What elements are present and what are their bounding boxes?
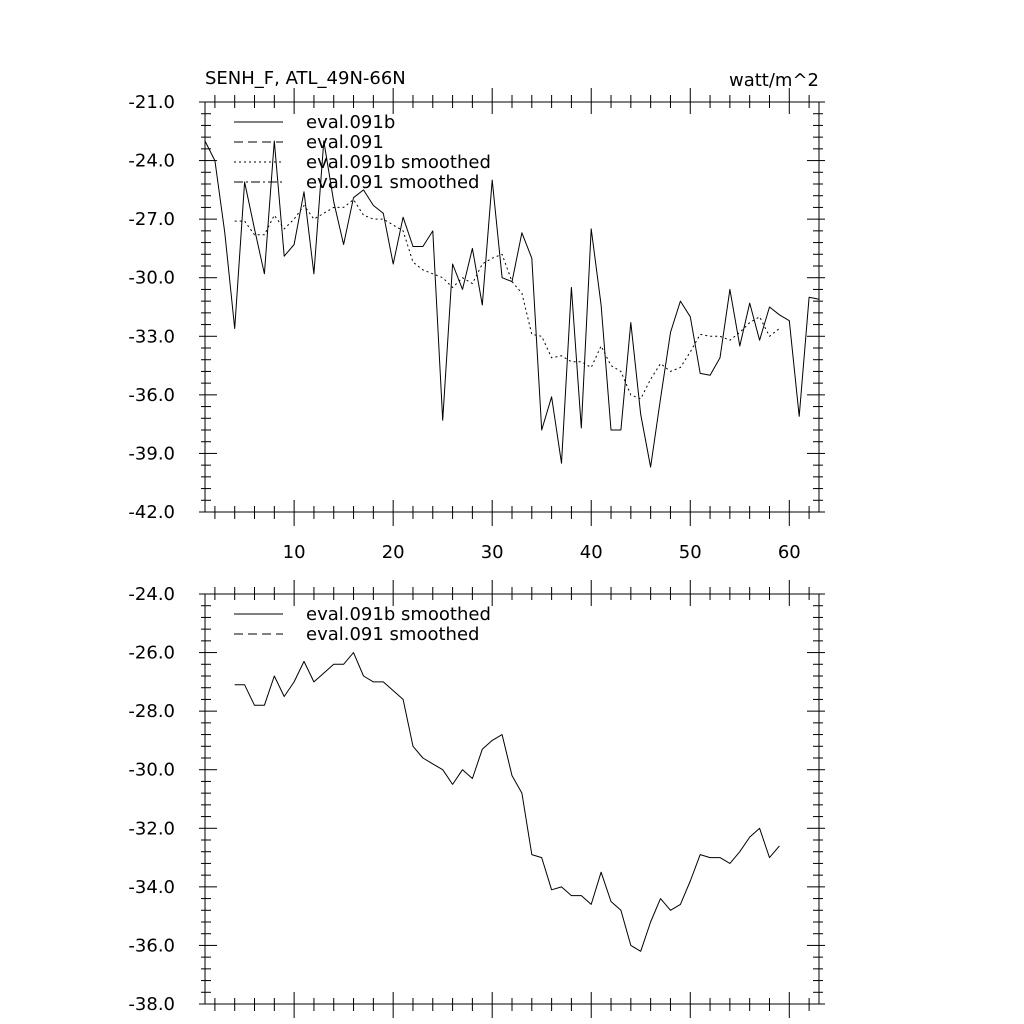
legend-label: eval.091b smoothed <box>306 604 491 625</box>
y-tick-label: -32.0 <box>128 818 175 840</box>
y-tick-label: -34.0 <box>128 876 175 898</box>
y-tick-label: -21.0 <box>128 92 175 113</box>
y-tick-label: -28.0 <box>128 701 175 723</box>
y-tick-label: -36.0 <box>128 384 175 406</box>
x-tick-label: 10 <box>282 542 306 563</box>
y-tick-label: -26.0 <box>128 642 175 664</box>
y-tick-label: -24.0 <box>128 150 175 172</box>
series-line-1 <box>235 653 780 952</box>
y-tick-label: -27.0 <box>128 209 175 231</box>
legend-label: eval.091 <box>306 132 384 153</box>
legend-label: eval.091b smoothed <box>306 152 491 173</box>
legend-label: eval.091 smoothed <box>306 172 480 193</box>
legend-label: eval.091b <box>306 112 396 133</box>
y-tick-label: -30.0 <box>128 267 175 289</box>
chart-panel-1 <box>128 68 825 563</box>
y-tick-label: -30.0 <box>128 759 175 781</box>
chart-title: SENH_F, ATL_49N-66N <box>205 68 406 89</box>
legend-label: eval.091 smoothed <box>306 624 480 645</box>
y-tick-label: -24.0 <box>128 584 175 605</box>
y-tick-label: -38.0 <box>128 994 175 1015</box>
chart-panel-2 <box>128 580 825 1018</box>
units-label: watt/m^2 <box>729 70 819 91</box>
x-tick-label: 60 <box>777 542 801 563</box>
y-tick-label: -42.0 <box>128 502 175 523</box>
x-tick-label: 50 <box>678 542 702 563</box>
x-tick-label: 30 <box>480 542 504 563</box>
series-line-1 <box>205 141 819 467</box>
x-tick-label: 20 <box>381 542 405 563</box>
y-tick-label: -36.0 <box>128 935 175 957</box>
y-tick-label: -33.0 <box>128 326 175 348</box>
series-line-3 <box>235 200 780 399</box>
y-tick-label: -39.0 <box>128 443 175 465</box>
x-tick-label: 40 <box>579 542 603 563</box>
plot-frame <box>205 594 819 1004</box>
